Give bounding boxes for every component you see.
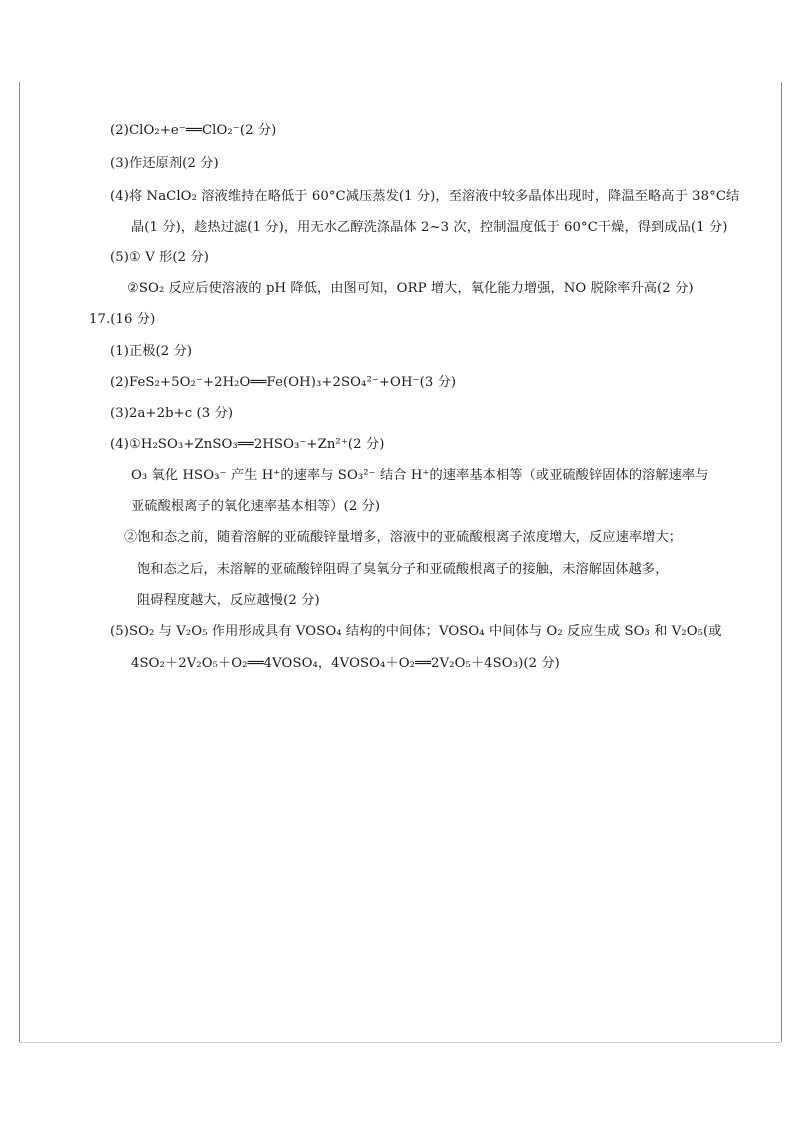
answer-17-5-line2: 4SO₂＋2V₂O₅＋O₂══4VOSO₄，4VOSO₄＋O₂══2V₂O₅＋4SO₃)(2 分) [131,656,560,671]
answer-17-3: (3)2a+2b+c (3 分) [110,406,234,421]
answer-17-2: (2)FeS₂+5O₂⁻+2H₂O══Fe(OH)₃+2SO₄²⁻+OH⁻(3 分) [110,375,457,390]
answer-17-4-part2-line2: 饱和态之后，未溶解的亚硫酸锌阻碍了臭氧分子和亚硫酸根离子的接触，未溶解固体越多， [137,562,669,577]
question-17-heading: 17.(16 分) [89,312,156,327]
answer-17-5-line1: (5)SO₂ 与 V₂O₅ 作用形成具有 VOSO₄ 结构的中间体；VOSO₄ 中间体与 O₂ 反应生成 SO₃ 和 V₂O₅(或 [110,624,722,639]
answer-17-4-part1: (4)①H₂SO₃+ZnSO₃══2HSO₃⁻+Zn²⁺(2 分) [110,437,385,452]
answer-17-4-part2-line1: ②饱和态之前，随着溶解的亚硫酸锌量增多，溶液中的亚硫酸根离子浓度增大，反应速率增大； [124,530,683,545]
answer-16-2: (2)ClO₂+e⁻══ClO₂⁻(2 分) [110,123,277,138]
answer-16-3: (3)作还原剂(2 分) [110,156,219,171]
scan-page-bottom-edge [19,1042,781,1043]
answer-16-5-part2: ②SO₂ 反应后使溶液的 pH 降低，由图可知，ORP 增大，氧化能力增强，NO 脱除率升高(2 分) [127,281,694,296]
answer-16-4-line2: 晶(1 分)，趁热过滤(1 分)，用无水乙醇洗涤晶体 2~3 次，控制温度低于 60°C干燥，得到成品(1 分) [131,220,728,235]
answer-17-4-part1-reason-line1: O₃ 氧化 HSO₃⁻ 产生 H⁺的速率与 SO₃²⁻ 结合 H⁺的速率基本相等（或亚硫酸锌固体的溶解速率与 [131,468,709,483]
answer-17-4-part1-reason-line2: 亚硫酸根离子的氧化速率基本相等）(2 分) [131,499,381,514]
answer-16-4-line1: (4)将 NaClO₂ 溶液维持在略低于 60°C减压蒸发(1 分)，至溶液中较多晶体出现时，降温至略高于 38°C结 [110,189,740,204]
scan-page-right-edge [781,82,782,1042]
answer-17-1: (1)正极(2 分) [110,344,193,359]
scan-page-left-edge [19,82,20,1042]
answer-17-4-part2-line3: 阻碍程度越大，反应越慢(2 分) [137,593,320,608]
answer-16-5-part1: (5)① V 形(2 分) [110,250,209,265]
